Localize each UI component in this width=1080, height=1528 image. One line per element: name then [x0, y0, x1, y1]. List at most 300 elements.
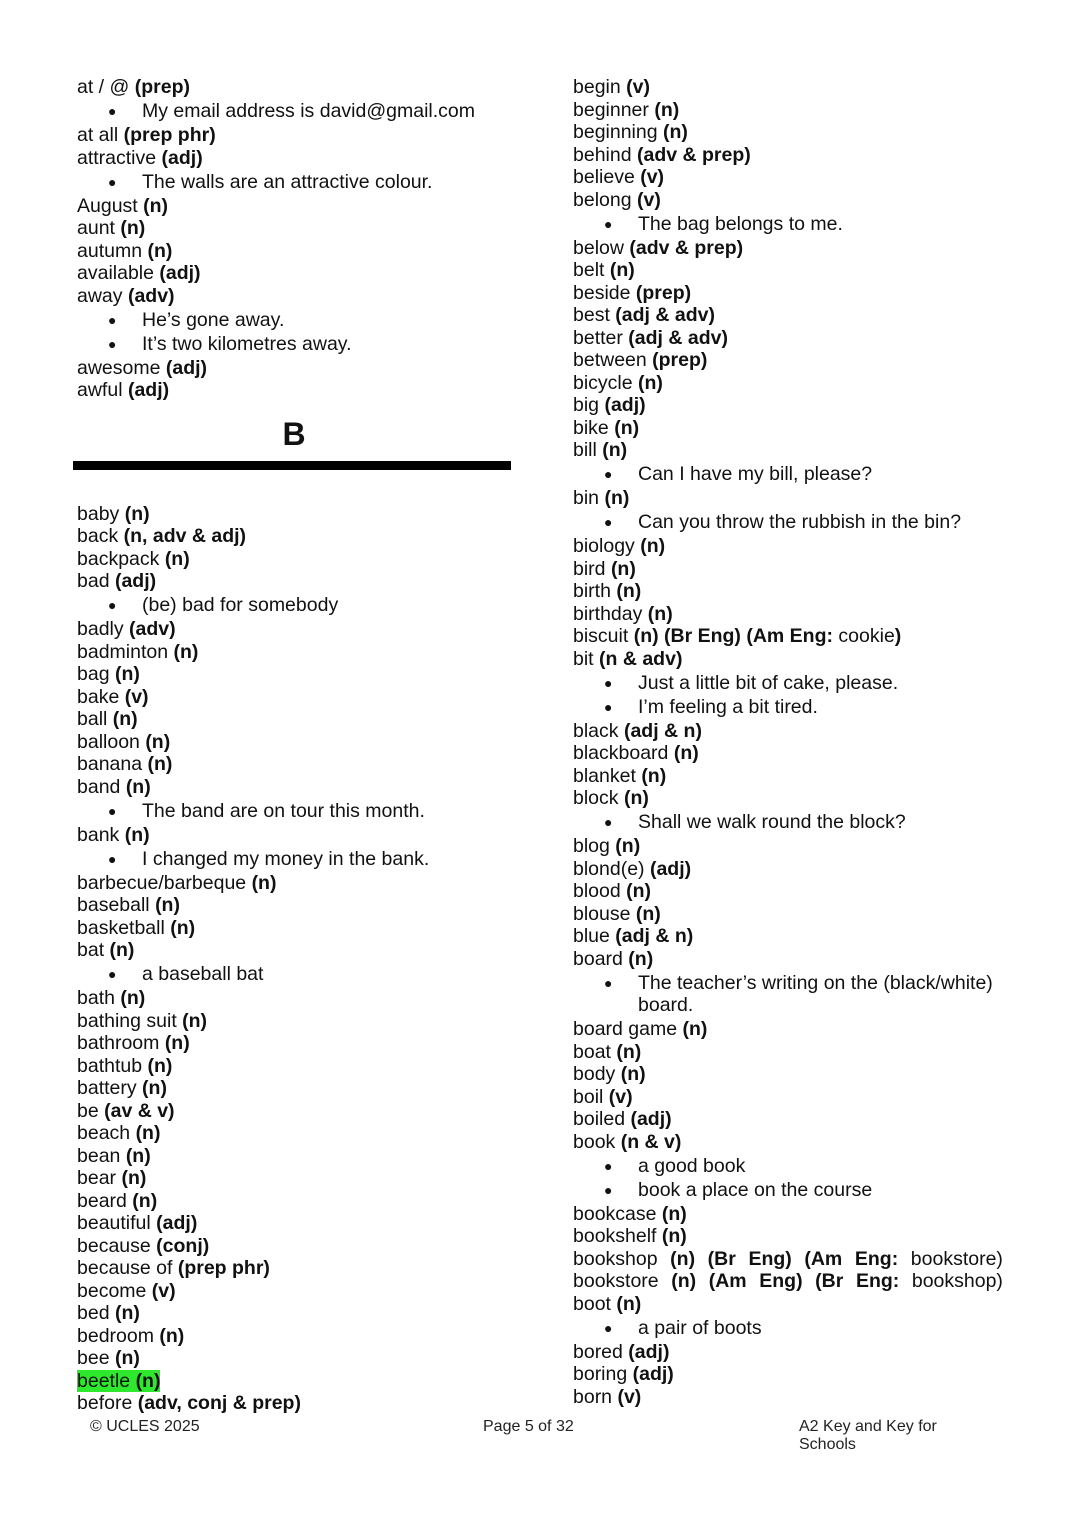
bullet-icon: ●	[108, 335, 117, 352]
headword: aunt	[77, 217, 121, 239]
headword: barbecue/barbeque	[77, 871, 252, 894]
headword: blond(e)	[573, 857, 650, 880]
word-entry	[573, 1063, 1005, 1086]
word-entry	[77, 147, 517, 170]
headword: beetle	[77, 1369, 136, 1392]
word-entry	[77, 1392, 517, 1415]
headword: big	[573, 394, 605, 416]
headword: blue	[573, 925, 616, 947]
word-entry	[573, 1225, 1005, 1248]
headword: bad	[77, 570, 115, 592]
entry-part: (n)	[671, 1270, 697, 1292]
part-of-speech: (n)	[620, 1063, 646, 1085]
word-entry	[573, 1270, 1003, 1293]
section-header	[77, 402, 517, 503]
part-of-speech: (adj)	[114, 570, 157, 592]
part-of-speech: (n)	[616, 1292, 642, 1315]
part-of-speech: (n)	[673, 742, 699, 764]
headword: because of	[77, 1257, 178, 1279]
headword: bean	[77, 1144, 126, 1167]
example-sentence	[573, 1155, 1005, 1178]
highlighted-entry	[77, 1370, 160, 1392]
word-entry	[573, 99, 1005, 122]
example-text: It’s two kilometres away.	[142, 332, 352, 355]
bullet-icon: ●	[108, 173, 117, 190]
headword: boring	[573, 1363, 633, 1385]
word-entry	[77, 824, 517, 847]
word-entry	[573, 625, 1005, 648]
part-of-speech: (prep phr)	[123, 124, 216, 146]
headword: boot	[573, 1292, 617, 1315]
example-text: Shall we walk round the block?	[638, 811, 906, 833]
word-entry	[77, 1257, 517, 1280]
footer-page-number: Page 5 of 32	[483, 1418, 574, 1435]
headword: bathroom	[77, 1032, 165, 1054]
part-of-speech: (n)	[614, 416, 640, 439]
headword: bathtub	[77, 1054, 148, 1077]
word-entry	[77, 663, 517, 686]
word-entry	[77, 753, 517, 776]
part-of-speech: (v)	[617, 1385, 642, 1408]
part-of-speech: (v)	[151, 1279, 176, 1302]
word-entry	[77, 357, 517, 380]
part-of-speech: (n)	[135, 1122, 161, 1144]
word-entry	[573, 1363, 1005, 1386]
headword: body	[573, 1063, 621, 1085]
word-entry	[573, 1248, 1003, 1271]
headword: boil	[573, 1085, 609, 1108]
word-entry	[573, 1386, 1005, 1409]
part-of-speech: (v)	[626, 76, 650, 98]
word-entry	[573, 417, 1005, 440]
entry-part: Eng)	[759, 1270, 803, 1292]
word-entry	[77, 240, 517, 263]
part-of-speech: (n)	[143, 194, 169, 217]
headword: boat	[573, 1040, 617, 1063]
example-text: I’m feeling a bit tired.	[638, 695, 818, 718]
headword: below	[573, 236, 630, 259]
part-of-speech: (n)	[170, 916, 196, 939]
example-text: The teacher’s writing on the (black/white) board.	[638, 971, 993, 1016]
word-entry	[77, 503, 517, 526]
word-entry	[573, 76, 1005, 99]
headword: bin	[573, 487, 605, 509]
example-text: I changed my money in the bank.	[142, 847, 430, 870]
example-text: Can you throw the rubbish in the bin?	[638, 511, 962, 533]
part-of-speech: (n)	[120, 217, 146, 239]
example-sentence	[573, 213, 1005, 236]
example-sentence	[573, 672, 1005, 695]
word-entry	[573, 327, 1005, 350]
part-of-speech: (n)	[661, 1225, 687, 1247]
entry-part: bookshop)	[911, 1270, 1003, 1292]
footer-copyright: © UCLES 2025	[90, 1418, 200, 1435]
part-of-speech: (adj)	[156, 1212, 198, 1234]
headword: baby	[77, 502, 125, 525]
headword: between	[573, 349, 653, 371]
headword: back	[77, 525, 124, 547]
part-of-speech: (n)	[112, 708, 138, 730]
example-sentence	[77, 963, 517, 986]
headword: bath	[77, 987, 121, 1009]
word-entry	[77, 1235, 517, 1258]
headword: before	[77, 1392, 138, 1414]
part-of-speech: (prep)	[134, 76, 190, 98]
headword: August	[77, 194, 144, 217]
headword: better	[573, 326, 629, 349]
part-of-speech: (v)	[636, 188, 661, 211]
part-of-speech: (n)	[638, 371, 663, 394]
entry-part: (Br	[815, 1270, 844, 1292]
word-entry	[77, 195, 517, 218]
word-entry	[573, 1108, 1005, 1131]
headword: birthday	[573, 602, 648, 625]
word-entry	[77, 894, 517, 917]
example-text: a pair of boots	[638, 1316, 762, 1339]
headword: bedroom	[77, 1324, 160, 1347]
word-entry	[77, 124, 517, 147]
part-of-speech: (n)	[159, 1324, 185, 1347]
word-entry	[77, 379, 517, 402]
word-entry	[573, 144, 1005, 167]
word-entry	[77, 1032, 517, 1055]
example-text: a baseball bat	[142, 963, 264, 985]
part-of-speech: (n)	[142, 1077, 167, 1099]
part-of-speech: (adj)	[127, 379, 170, 401]
part-of-speech: (n)	[145, 730, 171, 753]
word-entry	[573, 259, 1005, 282]
headword: basketball	[77, 916, 171, 939]
word-entry	[573, 372, 1005, 395]
word-entry	[77, 570, 517, 593]
section-divider	[73, 461, 511, 470]
bullet-icon: ●	[604, 466, 613, 482]
word-entry	[573, 948, 1005, 971]
word-entry	[77, 776, 517, 799]
part-of-speech: (n)	[114, 663, 140, 685]
headword: attractive	[77, 146, 162, 169]
example-sentence	[77, 333, 517, 356]
word-entry	[77, 1190, 517, 1213]
word-entry	[573, 121, 1005, 144]
bullet-icon: ●	[108, 103, 117, 119]
part-of-speech: (n)	[124, 823, 150, 846]
headword: black	[573, 719, 624, 742]
example-sentence	[77, 800, 517, 823]
bullet-icon: ●	[604, 514, 613, 530]
part-of-speech: (n)	[125, 1144, 151, 1167]
word-entry	[573, 1203, 1005, 1226]
example-text: The walls are an attractive colour.	[142, 170, 433, 193]
headword: away	[77, 284, 128, 307]
example-sentence	[573, 511, 1005, 534]
part-of-speech: (adj)	[630, 1108, 672, 1130]
word-entry	[573, 1341, 1005, 1364]
word-entry	[77, 872, 517, 895]
part-of-speech: (adj)	[649, 857, 692, 880]
word-entry	[573, 580, 1005, 603]
part-of-speech: (n)	[663, 121, 688, 143]
headword: blanket	[573, 764, 642, 787]
headword: bit	[573, 647, 600, 670]
word-entry	[77, 618, 517, 641]
example-sentence	[77, 848, 517, 871]
word-entry	[573, 787, 1005, 810]
part-of-speech: (adj)	[632, 1363, 674, 1385]
headword: badminton	[77, 640, 174, 663]
part-of-speech: (prep)	[652, 349, 708, 371]
word-entry	[77, 1077, 517, 1100]
headword: born	[573, 1385, 618, 1408]
word-entry	[573, 720, 1005, 743]
word-entry	[77, 641, 517, 664]
word-entry	[77, 525, 517, 548]
bullet-icon: ●	[108, 802, 117, 819]
headword: belt	[573, 259, 610, 281]
example-sentence	[77, 309, 517, 332]
part-of-speech: (n)	[164, 547, 190, 570]
headword: beginning	[573, 121, 663, 143]
headword: beard	[77, 1189, 133, 1212]
example-text: a good book	[638, 1154, 746, 1177]
bullet-icon: ●	[108, 966, 117, 982]
headword: believe	[573, 166, 641, 188]
part-of-speech: (n)	[616, 580, 642, 602]
part-of-speech: (adv)	[127, 284, 175, 307]
word-entry	[573, 166, 1005, 189]
headword: be	[77, 1099, 105, 1122]
part-of-speech: (av & v)	[104, 1099, 175, 1122]
word-entry	[77, 262, 517, 285]
headword: bear	[77, 1167, 122, 1189]
headword: bookshelf	[573, 1225, 662, 1247]
headword: biscuit	[573, 625, 634, 647]
headword: at all	[77, 124, 124, 146]
bullet-icon: ●	[604, 814, 613, 830]
part-of-speech: (adj & n)	[623, 719, 702, 742]
word-entry	[573, 765, 1005, 788]
headword: boiled	[573, 1108, 631, 1130]
headword: book	[573, 1130, 621, 1153]
word-entry	[573, 487, 1005, 510]
part-of-speech: (adj)	[161, 146, 203, 169]
headword: begin	[573, 76, 627, 98]
part-of-speech: (n)	[616, 1040, 642, 1063]
headword: beside	[573, 281, 636, 304]
headword: bat	[77, 939, 110, 961]
example-sentence	[573, 972, 1005, 1017]
headword: bird	[573, 557, 611, 580]
headword: available	[77, 262, 160, 284]
word-entry	[573, 603, 1005, 626]
part-of-speech: (n)	[635, 902, 661, 925]
part-of-speech: (prep)	[635, 281, 692, 304]
part-of-speech: (n) (Br Eng) (Am Eng:	[633, 625, 833, 647]
part-of-speech: (n)	[155, 894, 180, 916]
headword: best	[573, 304, 616, 326]
headword: bathing suit	[77, 1009, 183, 1032]
example-text: Can I have my bill, please?	[638, 463, 873, 485]
word-entry	[573, 349, 1005, 372]
headword: become	[77, 1279, 152, 1302]
example-text: He’s gone away.	[142, 308, 285, 331]
headword: badly	[77, 618, 130, 640]
word-entry	[77, 708, 517, 731]
part-of-speech: (adj)	[628, 1340, 670, 1363]
part-of-speech: (n)	[623, 787, 649, 809]
part-of-speech: (n)	[647, 602, 673, 625]
bullet-icon: ●	[108, 850, 117, 867]
headword: blackboard	[573, 742, 674, 764]
headword: block	[573, 787, 624, 809]
bullet-icon: ●	[604, 698, 613, 715]
part-of-speech: (n)	[602, 439, 628, 461]
part-of-speech: (n)	[609, 259, 635, 281]
word-entry	[77, 217, 517, 240]
entry-part: bookstore)	[910, 1247, 1003, 1270]
word-entry	[573, 1018, 1005, 1041]
part-of-speech: (adj & adv)	[615, 304, 715, 326]
example-text: The band are on tour this month.	[142, 799, 425, 822]
word-entry	[77, 686, 517, 709]
part-of-speech: (n)	[124, 502, 150, 525]
word-entry	[573, 558, 1005, 581]
word-entry	[77, 1325, 517, 1348]
headword: bookcase	[573, 1202, 662, 1225]
word-entry	[573, 903, 1005, 926]
headword: baseball	[77, 894, 156, 916]
example-sentence	[573, 696, 1005, 719]
example-sentence	[77, 171, 517, 194]
headword: ball	[77, 708, 113, 730]
headword: blouse	[573, 902, 636, 925]
word-entry	[77, 1212, 517, 1235]
part-of-speech: (n)	[135, 1369, 161, 1392]
part-of-speech: (n & adv)	[599, 647, 683, 670]
headword: blood	[573, 880, 627, 902]
part-of-speech: (adv & prep)	[636, 143, 751, 166]
part-of-speech: (n)	[682, 1018, 708, 1040]
part-of-speech: (n)	[114, 1302, 140, 1324]
headword: birth	[573, 580, 617, 602]
word-entry	[77, 939, 517, 962]
word-entry	[573, 742, 1005, 765]
entry-part: (Br	[707, 1247, 736, 1270]
headword: bike	[573, 416, 615, 439]
part-of-speech: (n)	[615, 835, 641, 857]
example-text: book a place on the course	[638, 1178, 873, 1201]
word-entry	[77, 1280, 517, 1303]
example-text: My email address is david@gmail.com	[142, 100, 475, 122]
part-of-speech: (n)	[640, 535, 666, 557]
part-of-speech: (adj)	[165, 356, 208, 379]
part-of-speech: (adv)	[129, 618, 176, 640]
bullet-icon: ●	[604, 1319, 613, 1336]
word-entry	[77, 285, 517, 308]
word-entry	[77, 1122, 517, 1145]
part-of-speech: (adv & prep)	[629, 236, 744, 259]
part-of-speech: (n)	[654, 98, 680, 121]
part-of-speech: (n)	[164, 1032, 190, 1054]
headword: bicycle	[573, 371, 639, 394]
headword: blog	[573, 835, 616, 857]
entry-part: (Am	[708, 1270, 747, 1292]
word-entry	[573, 535, 1005, 558]
part-of-speech: (n)	[251, 871, 277, 894]
right-column	[573, 76, 1005, 1408]
word-entry	[77, 1010, 517, 1033]
part-of-speech: (n)	[173, 640, 199, 663]
part-of-speech: (n)	[132, 1189, 158, 1212]
headword: beautiful	[77, 1212, 157, 1234]
headword: balloon	[77, 730, 146, 753]
part-of-speech: (n)	[109, 939, 135, 961]
entry-part: (Am	[804, 1247, 843, 1270]
word-entry	[77, 1055, 517, 1078]
example-sentence	[573, 811, 1005, 834]
part-of-speech: (n & v)	[620, 1130, 682, 1153]
headword: because	[77, 1234, 157, 1257]
word-entry	[573, 648, 1005, 671]
word-entry	[573, 1131, 1005, 1154]
headword: bed	[77, 1302, 115, 1324]
example-text: (be) bad for somebody	[142, 594, 339, 616]
part-of-speech: (n)	[147, 753, 173, 775]
headword: banana	[77, 753, 148, 775]
word-entry	[77, 1167, 517, 1190]
headword: behind	[573, 143, 637, 166]
entry-part: Eng:	[855, 1270, 900, 1292]
example-sentence	[573, 463, 1005, 486]
headword: bookstore	[573, 1270, 659, 1292]
headword: awesome	[77, 356, 166, 379]
part-of-speech: (n, adv & adj)	[123, 525, 247, 547]
left-column	[77, 76, 517, 1415]
headword: bookshop	[573, 1247, 658, 1270]
word-entry	[573, 1041, 1005, 1064]
headword: bee	[77, 1347, 115, 1369]
word-entry	[77, 76, 517, 99]
headword: belong	[573, 188, 637, 211]
word-entry	[573, 835, 1005, 858]
part-of-speech: (n)	[626, 880, 652, 902]
footer-document-title: A2 Key and Key for Schools	[799, 1418, 937, 1453]
headword: bank	[77, 823, 125, 846]
headword: beginner	[573, 98, 655, 121]
part-of-speech: (n)	[147, 239, 173, 262]
word-entry	[573, 439, 1005, 462]
part-of-speech: (adj & adv)	[628, 326, 728, 349]
word-entry	[77, 917, 517, 940]
word-entry	[573, 858, 1005, 881]
part-of-speech: (n)	[661, 1202, 687, 1225]
word-entry	[573, 925, 1005, 948]
example-text: Just a little bit of cake, please.	[638, 671, 899, 694]
headword: beach	[77, 1122, 136, 1144]
part-of-speech: (n)	[641, 764, 667, 787]
entry-part: Eng:	[854, 1247, 899, 1270]
american-equivalent: cookie	[833, 625, 895, 647]
headword: battery	[77, 1077, 143, 1099]
part-of-speech: (n)	[125, 775, 151, 798]
part-of-speech: (adj)	[159, 262, 201, 284]
bullet-icon: ●	[604, 1181, 613, 1198]
headword: biology	[573, 535, 641, 557]
word-entry	[573, 189, 1005, 212]
word-entry	[77, 1347, 517, 1370]
part-of-speech: (n)	[628, 947, 654, 970]
section-letter: B	[282, 415, 306, 452]
